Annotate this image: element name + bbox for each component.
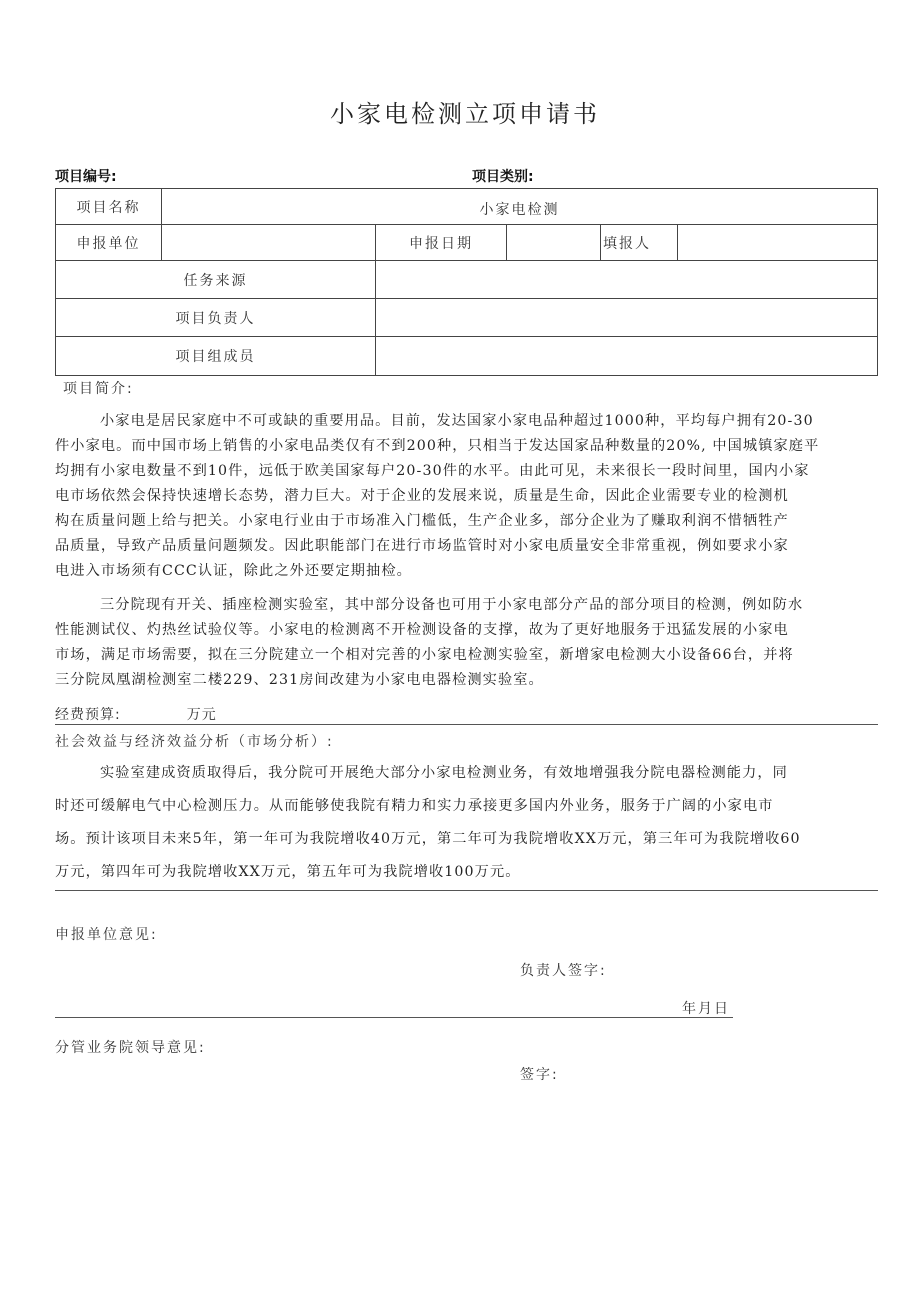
text-line: 电进入市场须有CCC认证，除此之外还要定期抽检。 xyxy=(55,563,412,579)
signature-label[interactable]: 签字: xyxy=(520,1067,559,1083)
project-members-value[interactable] xyxy=(376,337,878,376)
table-row-task-source xyxy=(56,261,878,299)
text-line: 品质量，导致产品质量问题频发。因此职能部门在进行市场监管时对小家电质量安全非常重视，例如要求小家 xyxy=(55,538,789,554)
analysis-label: 社会效益与经济效益分析（市场分析）: xyxy=(55,734,334,750)
intro-paragraph-1 xyxy=(55,409,880,584)
text-line: 市场，满足市场需要，拟在三分院建立一个相对完善的小家电检测实验室，新增家电检测大小设备66台，并将 xyxy=(55,647,794,663)
approval-divider xyxy=(55,1017,733,1018)
section-divider xyxy=(55,724,878,725)
project-category-label: 项目类别: xyxy=(472,169,534,185)
analysis-paragraph xyxy=(55,757,880,889)
table-row-project-lead xyxy=(56,299,878,337)
text-line: 构在质量问题上给与把关。小家电行业由于市场准入门槛低，生产企业多，部分企业为了赚取利润不惜牺牲产 xyxy=(55,513,789,529)
intro-paragraph-2 xyxy=(55,593,880,693)
text-line: 性能测试仪、灼热丝试验仪等。小家电的检测离不开检测设备的支撑，故为了更好地服务于迅猛发展的小家电 xyxy=(55,622,789,638)
budget-field[interactable] xyxy=(55,704,219,725)
text-line: 均拥有小家电数量不到10件，远低于欧美国家每户20-30件的水平。由此可见，未来很长一段时间里，国内小家 xyxy=(55,463,810,479)
project-name-value[interactable]: 小家电检测 xyxy=(162,189,878,225)
budget-label: 经费预算: xyxy=(55,707,121,723)
budget-unit: 万元 xyxy=(186,707,217,723)
section-divider xyxy=(55,890,878,891)
text-line: 场。预计该项目未来5年，第一年可为我院增收40万元，第二年可为我院增收XX万元，第三年可为我院增收60 xyxy=(55,831,801,847)
text-line: 三分院凤凰湖检测室二楼229、231房间改建为小家电电器检测实验室。 xyxy=(55,672,544,688)
intro-label: 项目简介: xyxy=(63,381,134,397)
table-row-project-members xyxy=(56,337,878,376)
table-row-project-name xyxy=(56,189,878,225)
project-info-table xyxy=(55,188,878,376)
text-line: 小家电是居民家庭中不可或缺的重要用品。目前，发达国家小家电品种超过1000种，平均每户拥有20-30 xyxy=(100,413,814,429)
filler-value[interactable] xyxy=(678,225,878,261)
project-number-label: 项目编号: xyxy=(55,169,117,185)
leader-opinion-label: 分管业务院领导意见: xyxy=(55,1040,206,1056)
apply-date-label: 申报日期 xyxy=(376,225,507,261)
applicant-unit-label: 申报单位 xyxy=(56,225,162,261)
project-lead-value[interactable] xyxy=(376,299,878,337)
unit-opinion-label: 申报单位意见: xyxy=(55,927,158,943)
text-line: 件小家电。而中国市场上销售的小家电品类仅有不到200种，只相当于发达国家品种数量的20%, 中国城镇家庭平 xyxy=(55,438,820,454)
project-members-label: 项目组成员 xyxy=(56,337,376,376)
document-title: 小家电检测立项申请书 xyxy=(330,100,600,128)
date-label: 年月日 xyxy=(682,1001,730,1017)
lead-signature-label[interactable]: 负责人签字: xyxy=(520,963,607,979)
task-source-label: 任务来源 xyxy=(56,261,376,299)
table-row-applicant xyxy=(56,225,878,261)
text-line: 实验室建成资质取得后，我分院可开展绝大部分小家电检测业务，有效地增强我分院电器检测能力，同 xyxy=(100,765,788,781)
text-line: 万元，第四年可为我院增收XX万元，第五年可为我院增收100万元。 xyxy=(55,864,521,880)
task-source-value[interactable] xyxy=(376,261,878,299)
text-line: 电市场依然会保持快速增长态势，潜力巨大。对于企业的发展来说，质量是生命，因此企业需要专业的检测机 xyxy=(55,488,789,504)
filler-label: 填报人 xyxy=(601,225,678,261)
text-line: 时还可缓解电气中心检测压力。从而能够使我院有精力和实力承接更多国内外业务，服务于广阔的小家电市 xyxy=(55,798,774,814)
applicant-unit-value[interactable] xyxy=(162,225,376,261)
text-line: 三分院现有开关、插座检测实验室，其中部分设备也可用于小家电部分产品的部分项目的检测，例如防水 xyxy=(100,597,804,613)
project-name-label: 项目名称 xyxy=(56,189,162,225)
apply-date-value[interactable] xyxy=(507,225,601,261)
project-lead-label: 项目负责人 xyxy=(56,299,376,337)
